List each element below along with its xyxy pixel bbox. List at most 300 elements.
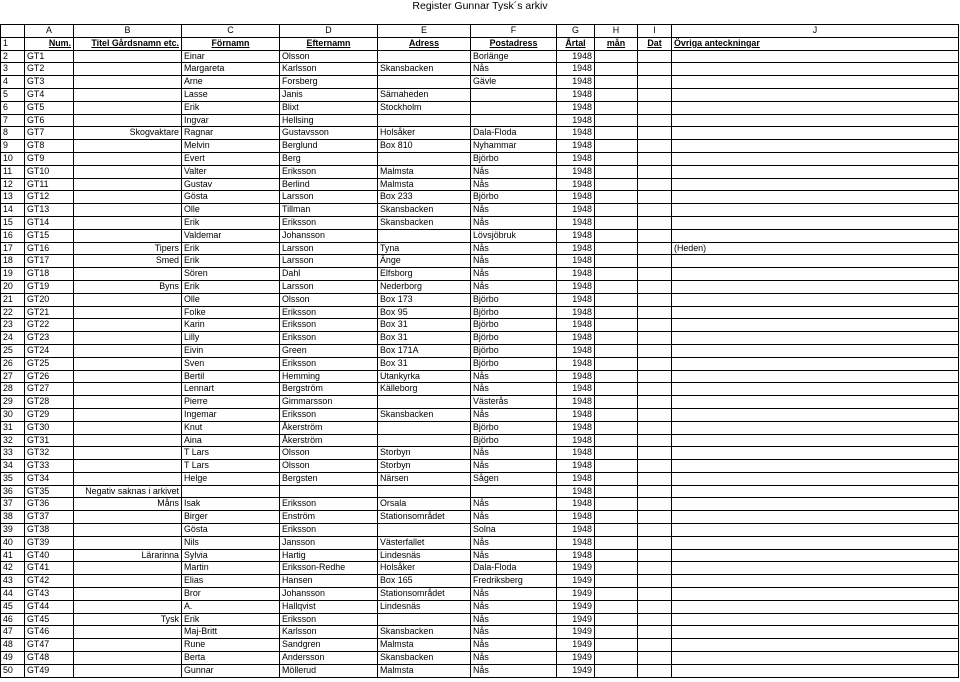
cell-dat[interactable] <box>638 293 672 306</box>
cell-anteckningar[interactable]: (Heden) <box>672 242 959 255</box>
cell-titel[interactable]: Byns <box>74 280 182 293</box>
row-number[interactable]: 25 <box>1 344 25 357</box>
cell-anteckningar[interactable] <box>672 114 959 127</box>
corner-cell[interactable] <box>1 25 25 38</box>
cell-fornamn[interactable]: Lasse <box>182 88 280 101</box>
cell-postadress[interactable]: Nås <box>471 664 557 677</box>
row-number[interactable]: 17 <box>1 242 25 255</box>
header-dat[interactable]: Dat <box>638 37 672 50</box>
cell-man[interactable] <box>595 652 638 665</box>
cell-anteckningar[interactable] <box>672 255 959 268</box>
cell-num[interactable]: GT39 <box>25 536 74 549</box>
cell-adress[interactable] <box>378 76 471 89</box>
cell-postadress[interactable]: Sågen <box>471 472 557 485</box>
cell-titel[interactable]: Smed <box>74 255 182 268</box>
cell-fornamn[interactable]: Isak <box>182 498 280 511</box>
cell-fornamn[interactable]: Martin <box>182 562 280 575</box>
cell-fornamn[interactable]: Erik <box>182 242 280 255</box>
row-number[interactable]: 39 <box>1 524 25 537</box>
cell-efternamn[interactable]: Åkerström <box>280 434 378 447</box>
cell-titel[interactable] <box>74 319 182 332</box>
row-number[interactable]: 32 <box>1 434 25 447</box>
cell-man[interactable] <box>595 396 638 409</box>
column-letter[interactable]: H <box>595 25 638 38</box>
cell-postadress[interactable]: Gävle <box>471 76 557 89</box>
cell-man[interactable] <box>595 319 638 332</box>
cell-postadress[interactable]: Nås <box>471 613 557 626</box>
cell-man[interactable] <box>595 204 638 217</box>
cell-adress[interactable]: Holsåker <box>378 562 471 575</box>
cell-fornamn[interactable]: Elias <box>182 575 280 588</box>
cell-dat[interactable] <box>638 229 672 242</box>
cell-titel[interactable] <box>74 191 182 204</box>
cell-titel[interactable] <box>74 524 182 537</box>
row-number[interactable]: 12 <box>1 178 25 191</box>
cell-artal[interactable]: 1948 <box>557 319 595 332</box>
cell-titel[interactable] <box>74 652 182 665</box>
cell-titel[interactable] <box>74 588 182 601</box>
cell-artal[interactable]: 1948 <box>557 460 595 473</box>
row-number[interactable]: 50 <box>1 664 25 677</box>
cell-titel[interactable]: Lärarinna <box>74 549 182 562</box>
cell-postadress[interactable]: Nås <box>471 626 557 639</box>
cell-adress[interactable]: Box 173 <box>378 293 471 306</box>
cell-dat[interactable] <box>638 549 672 562</box>
cell-num[interactable]: GT6 <box>25 114 74 127</box>
cell-titel[interactable] <box>74 101 182 114</box>
cell-postadress[interactable]: Nås <box>471 639 557 652</box>
cell-adress[interactable]: Utankyrka <box>378 370 471 383</box>
cell-fornamn[interactable]: Lilly <box>182 332 280 345</box>
cell-fornamn[interactable]: Olle <box>182 204 280 217</box>
cell-postadress[interactable]: Nås <box>471 280 557 293</box>
cell-titel[interactable] <box>74 396 182 409</box>
cell-adress[interactable]: Skansbacken <box>378 408 471 421</box>
cell-dat[interactable] <box>638 575 672 588</box>
cell-adress[interactable]: Skansbacken <box>378 216 471 229</box>
cell-fornamn[interactable]: Folke <box>182 306 280 319</box>
cell-efternamn[interactable]: Bergström <box>280 383 378 396</box>
cell-num[interactable]: GT31 <box>25 434 74 447</box>
cell-efternamn[interactable]: Eriksson <box>280 524 378 537</box>
cell-titel[interactable] <box>74 562 182 575</box>
cell-efternamn[interactable]: Sandgren <box>280 639 378 652</box>
cell-titel[interactable]: Negativ saknas i arkivet <box>74 485 182 498</box>
cell-man[interactable] <box>595 332 638 345</box>
cell-postadress[interactable]: Nås <box>471 652 557 665</box>
cell-man[interactable] <box>595 242 638 255</box>
cell-adress[interactable] <box>378 152 471 165</box>
cell-adress[interactable]: Stationsområdet <box>378 588 471 601</box>
cell-adress[interactable]: Skansbacken <box>378 63 471 76</box>
column-letter[interactable]: D <box>280 25 378 38</box>
cell-artal[interactable]: 1948 <box>557 242 595 255</box>
cell-efternamn[interactable]: Eriksson <box>280 408 378 421</box>
cell-fornamn[interactable]: Melvin <box>182 140 280 153</box>
cell-adress[interactable] <box>378 434 471 447</box>
cell-num[interactable]: GT37 <box>25 511 74 524</box>
cell-adress[interactable] <box>378 485 471 498</box>
cell-adress[interactable]: Malmsta <box>378 178 471 191</box>
cell-man[interactable] <box>595 268 638 281</box>
cell-fornamn[interactable]: Pierre <box>182 396 280 409</box>
cell-man[interactable] <box>595 549 638 562</box>
cell-dat[interactable] <box>638 626 672 639</box>
cell-adress[interactable]: Nederborg <box>378 280 471 293</box>
cell-efternamn[interactable]: Jansson <box>280 536 378 549</box>
cell-dat[interactable] <box>638 383 672 396</box>
cell-dat[interactable] <box>638 664 672 677</box>
cell-man[interactable] <box>595 447 638 460</box>
cell-artal[interactable]: 1948 <box>557 178 595 191</box>
cell-artal[interactable]: 1948 <box>557 536 595 549</box>
row-number[interactable]: 14 <box>1 204 25 217</box>
cell-fornamn[interactable]: Ingemar <box>182 408 280 421</box>
cell-artal[interactable]: 1949 <box>557 600 595 613</box>
column-letter[interactable]: E <box>378 25 471 38</box>
cell-num[interactable]: GT28 <box>25 396 74 409</box>
cell-artal[interactable]: 1949 <box>557 562 595 575</box>
cell-titel[interactable] <box>74 344 182 357</box>
cell-man[interactable] <box>595 383 638 396</box>
cell-num[interactable]: GT20 <box>25 293 74 306</box>
cell-num[interactable]: GT12 <box>25 191 74 204</box>
cell-efternamn[interactable]: Hellsing <box>280 114 378 127</box>
row-number[interactable]: 18 <box>1 255 25 268</box>
cell-adress[interactable]: Skansbacken <box>378 652 471 665</box>
cell-fornamn[interactable]: Erik <box>182 280 280 293</box>
row-number[interactable]: 49 <box>1 652 25 665</box>
cell-dat[interactable] <box>638 460 672 473</box>
cell-fornamn[interactable]: Gustav <box>182 178 280 191</box>
cell-efternamn[interactable]: Forsberg <box>280 76 378 89</box>
cell-artal[interactable]: 1948 <box>557 447 595 460</box>
cell-anteckningar[interactable] <box>672 396 959 409</box>
cell-artal[interactable]: 1948 <box>557 332 595 345</box>
cell-adress[interactable]: Box 233 <box>378 191 471 204</box>
cell-anteckningar[interactable] <box>672 383 959 396</box>
cell-titel[interactable] <box>74 421 182 434</box>
cell-man[interactable] <box>595 306 638 319</box>
cell-adress[interactable]: Skansbacken <box>378 204 471 217</box>
cell-efternamn[interactable]: Larsson <box>280 280 378 293</box>
cell-adress[interactable] <box>378 114 471 127</box>
cell-postadress[interactable]: Björbo <box>471 293 557 306</box>
cell-man[interactable] <box>595 88 638 101</box>
cell-adress[interactable]: Malmsta <box>378 639 471 652</box>
cell-artal[interactable]: 1948 <box>557 204 595 217</box>
cell-fornamn[interactable]: Maj-Britt <box>182 626 280 639</box>
cell-anteckningar[interactable] <box>672 664 959 677</box>
cell-artal[interactable]: 1948 <box>557 165 595 178</box>
cell-man[interactable] <box>595 472 638 485</box>
cell-efternamn[interactable]: Johansson <box>280 229 378 242</box>
cell-fornamn[interactable]: Sven <box>182 357 280 370</box>
row-number[interactable]: 47 <box>1 626 25 639</box>
cell-efternamn[interactable]: Larsson <box>280 191 378 204</box>
cell-anteckningar[interactable] <box>672 524 959 537</box>
row-number[interactable]: 43 <box>1 575 25 588</box>
header-man[interactable]: mån <box>595 37 638 50</box>
cell-adress[interactable]: Box 171A <box>378 344 471 357</box>
cell-anteckningar[interactable] <box>672 152 959 165</box>
row-number[interactable]: 40 <box>1 536 25 549</box>
cell-adress[interactable]: Stockholm <box>378 101 471 114</box>
cell-efternamn[interactable]: Berglund <box>280 140 378 153</box>
cell-fornamn[interactable]: Erik <box>182 255 280 268</box>
row-number[interactable]: 35 <box>1 472 25 485</box>
cell-dat[interactable] <box>638 63 672 76</box>
header-titel[interactable]: Titel Gårdsnamn etc. <box>74 37 182 50</box>
cell-anteckningar[interactable] <box>672 498 959 511</box>
cell-postadress[interactable]: Nås <box>471 588 557 601</box>
row-number[interactable]: 2 <box>1 50 25 63</box>
cell-titel[interactable] <box>74 460 182 473</box>
cell-titel[interactable] <box>74 178 182 191</box>
cell-num[interactable]: GT33 <box>25 460 74 473</box>
cell-titel[interactable] <box>74 472 182 485</box>
cell-adress[interactable] <box>378 396 471 409</box>
cell-dat[interactable] <box>638 255 672 268</box>
cell-efternamn[interactable]: Möllerud <box>280 664 378 677</box>
cell-num[interactable]: GT7 <box>25 127 74 140</box>
row-number[interactable]: 33 <box>1 447 25 460</box>
cell-postadress[interactable]: Nås <box>471 165 557 178</box>
cell-efternamn[interactable]: Johansson <box>280 588 378 601</box>
cell-anteckningar[interactable] <box>672 268 959 281</box>
cell-fornamn[interactable]: Bertil <box>182 370 280 383</box>
cell-man[interactable] <box>595 511 638 524</box>
row-number[interactable]: 27 <box>1 370 25 383</box>
row-number[interactable]: 1 <box>1 37 25 50</box>
cell-postadress[interactable]: Nås <box>471 536 557 549</box>
cell-anteckningar[interactable] <box>672 485 959 498</box>
cell-num[interactable]: GT41 <box>25 562 74 575</box>
cell-num[interactable]: GT30 <box>25 421 74 434</box>
row-number[interactable]: 11 <box>1 165 25 178</box>
cell-adress[interactable]: Skansbacken <box>378 626 471 639</box>
cell-artal[interactable]: 1948 <box>557 140 595 153</box>
cell-postadress[interactable] <box>471 101 557 114</box>
cell-man[interactable] <box>595 344 638 357</box>
cell-fornamn[interactable]: Ingvar <box>182 114 280 127</box>
cell-fornamn[interactable] <box>182 485 280 498</box>
cell-fornamn[interactable]: T Lars <box>182 460 280 473</box>
cell-postadress[interactable]: Nås <box>471 498 557 511</box>
cell-man[interactable] <box>595 562 638 575</box>
cell-titel[interactable] <box>74 229 182 242</box>
cell-dat[interactable] <box>638 76 672 89</box>
cell-postadress[interactable]: Dala-Floda <box>471 562 557 575</box>
cell-artal[interactable]: 1949 <box>557 613 595 626</box>
cell-efternamn[interactable]: Bergsten <box>280 472 378 485</box>
column-letter[interactable]: G <box>557 25 595 38</box>
cell-dat[interactable] <box>638 152 672 165</box>
cell-postadress[interactable] <box>471 88 557 101</box>
cell-man[interactable] <box>595 370 638 383</box>
cell-efternamn[interactable]: Karlsson <box>280 626 378 639</box>
cell-man[interactable] <box>595 575 638 588</box>
cell-fornamn[interactable]: Evert <box>182 152 280 165</box>
cell-fornamn[interactable]: Erik <box>182 613 280 626</box>
cell-man[interactable] <box>595 280 638 293</box>
cell-artal[interactable]: 1949 <box>557 588 595 601</box>
cell-efternamn[interactable]: Andersson <box>280 652 378 665</box>
cell-fornamn[interactable]: Olle <box>182 293 280 306</box>
cell-num[interactable]: GT43 <box>25 588 74 601</box>
cell-man[interactable] <box>595 229 638 242</box>
cell-efternamn[interactable]: Karlsson <box>280 63 378 76</box>
header-fornamn[interactable]: Förnamn <box>182 37 280 50</box>
cell-fornamn[interactable]: Sylvia <box>182 549 280 562</box>
cell-man[interactable] <box>595 293 638 306</box>
cell-anteckningar[interactable] <box>672 357 959 370</box>
cell-dat[interactable] <box>638 421 672 434</box>
cell-postadress[interactable]: Fredriksberg <box>471 575 557 588</box>
cell-fornamn[interactable]: Margareta <box>182 63 280 76</box>
row-number[interactable]: 45 <box>1 600 25 613</box>
cell-titel[interactable] <box>74 88 182 101</box>
cell-artal[interactable]: 1948 <box>557 511 595 524</box>
cell-man[interactable] <box>595 178 638 191</box>
cell-artal[interactable]: 1949 <box>557 575 595 588</box>
cell-anteckningar[interactable] <box>672 639 959 652</box>
cell-anteckningar[interactable] <box>672 549 959 562</box>
cell-adress[interactable]: Orsala <box>378 498 471 511</box>
cell-adress[interactable]: Box 31 <box>378 357 471 370</box>
cell-postadress[interactable]: Björbo <box>471 332 557 345</box>
cell-anteckningar[interactable] <box>672 652 959 665</box>
cell-num[interactable]: GT10 <box>25 165 74 178</box>
cell-num[interactable]: GT36 <box>25 498 74 511</box>
cell-postadress[interactable]: Björbo <box>471 344 557 357</box>
cell-artal[interactable]: 1948 <box>557 421 595 434</box>
cell-num[interactable]: GT38 <box>25 524 74 537</box>
row-number[interactable]: 19 <box>1 268 25 281</box>
row-number[interactable]: 24 <box>1 332 25 345</box>
row-number[interactable]: 10 <box>1 152 25 165</box>
cell-fornamn[interactable]: Bror <box>182 588 280 601</box>
row-number[interactable]: 30 <box>1 408 25 421</box>
cell-man[interactable] <box>595 152 638 165</box>
cell-man[interactable] <box>595 626 638 639</box>
cell-anteckningar[interactable] <box>672 101 959 114</box>
cell-anteckningar[interactable] <box>672 626 959 639</box>
cell-titel[interactable] <box>74 600 182 613</box>
cell-efternamn[interactable]: Eriksson <box>280 165 378 178</box>
cell-dat[interactable] <box>638 357 672 370</box>
cell-adress[interactable] <box>378 229 471 242</box>
cell-postadress[interactable]: Björbo <box>471 434 557 447</box>
cell-dat[interactable] <box>638 652 672 665</box>
cell-artal[interactable]: 1948 <box>557 498 595 511</box>
cell-anteckningar[interactable] <box>672 332 959 345</box>
cell-num[interactable]: GT48 <box>25 652 74 665</box>
cell-artal[interactable]: 1948 <box>557 216 595 229</box>
cell-dat[interactable] <box>638 88 672 101</box>
cell-dat[interactable] <box>638 127 672 140</box>
cell-adress[interactable]: Elfsborg <box>378 268 471 281</box>
cell-dat[interactable] <box>638 613 672 626</box>
cell-man[interactable] <box>595 664 638 677</box>
cell-dat[interactable] <box>638 268 672 281</box>
cell-titel[interactable] <box>74 63 182 76</box>
row-number[interactable]: 9 <box>1 140 25 153</box>
cell-dat[interactable] <box>638 140 672 153</box>
cell-dat[interactable] <box>638 408 672 421</box>
cell-dat[interactable] <box>638 434 672 447</box>
cell-man[interactable] <box>595 50 638 63</box>
cell-postadress[interactable]: Nås <box>471 447 557 460</box>
cell-dat[interactable] <box>638 216 672 229</box>
cell-titel[interactable] <box>74 626 182 639</box>
cell-efternamn[interactable]: Eriksson <box>280 357 378 370</box>
cell-adress[interactable]: Malmsta <box>378 664 471 677</box>
cell-artal[interactable]: 1948 <box>557 76 595 89</box>
cell-adress[interactable]: Närsen <box>378 472 471 485</box>
cell-man[interactable] <box>595 408 638 421</box>
cell-anteckningar[interactable] <box>672 191 959 204</box>
column-letter[interactable]: I <box>638 25 672 38</box>
cell-fornamn[interactable]: Einar <box>182 50 280 63</box>
cell-num[interactable]: GT2 <box>25 63 74 76</box>
cell-titel[interactable] <box>74 140 182 153</box>
cell-postadress[interactable]: Björbo <box>471 152 557 165</box>
row-number[interactable]: 34 <box>1 460 25 473</box>
cell-efternamn[interactable]: Eriksson <box>280 332 378 345</box>
cell-dat[interactable] <box>638 511 672 524</box>
cell-anteckningar[interactable] <box>672 447 959 460</box>
cell-efternamn[interactable]: Green <box>280 344 378 357</box>
cell-anteckningar[interactable] <box>672 280 959 293</box>
cell-efternamn[interactable]: Hemming <box>280 370 378 383</box>
cell-num[interactable]: GT8 <box>25 140 74 153</box>
cell-titel[interactable] <box>74 639 182 652</box>
cell-dat[interactable] <box>638 319 672 332</box>
cell-anteckningar[interactable] <box>672 63 959 76</box>
cell-anteckningar[interactable] <box>672 344 959 357</box>
header-efternamn[interactable]: Efternamn <box>280 37 378 50</box>
cell-titel[interactable] <box>74 268 182 281</box>
cell-titel[interactable] <box>74 511 182 524</box>
cell-postadress[interactable]: Nås <box>471 178 557 191</box>
cell-adress[interactable]: Malmsta <box>378 165 471 178</box>
cell-dat[interactable] <box>638 600 672 613</box>
cell-postadress[interactable]: Nås <box>471 216 557 229</box>
cell-fornamn[interactable]: Erik <box>182 216 280 229</box>
cell-titel[interactable] <box>74 152 182 165</box>
cell-dat[interactable] <box>638 588 672 601</box>
cell-artal[interactable]: 1948 <box>557 434 595 447</box>
cell-man[interactable] <box>595 76 638 89</box>
cell-artal[interactable]: 1948 <box>557 524 595 537</box>
cell-postadress[interactable]: Dala-Floda <box>471 127 557 140</box>
cell-num[interactable]: GT27 <box>25 383 74 396</box>
cell-num[interactable]: GT45 <box>25 613 74 626</box>
cell-num[interactable]: GT47 <box>25 639 74 652</box>
cell-artal[interactable]: 1948 <box>557 255 595 268</box>
cell-man[interactable] <box>595 140 638 153</box>
row-number[interactable]: 8 <box>1 127 25 140</box>
cell-adress[interactable]: Tyna <box>378 242 471 255</box>
cell-efternamn[interactable]: Åkerström <box>280 421 378 434</box>
row-number[interactable]: 5 <box>1 88 25 101</box>
cell-artal[interactable]: 1948 <box>557 306 595 319</box>
column-letter[interactable]: C <box>182 25 280 38</box>
cell-adress[interactable] <box>378 524 471 537</box>
cell-postadress[interactable]: Nås <box>471 408 557 421</box>
cell-num[interactable]: GT25 <box>25 357 74 370</box>
